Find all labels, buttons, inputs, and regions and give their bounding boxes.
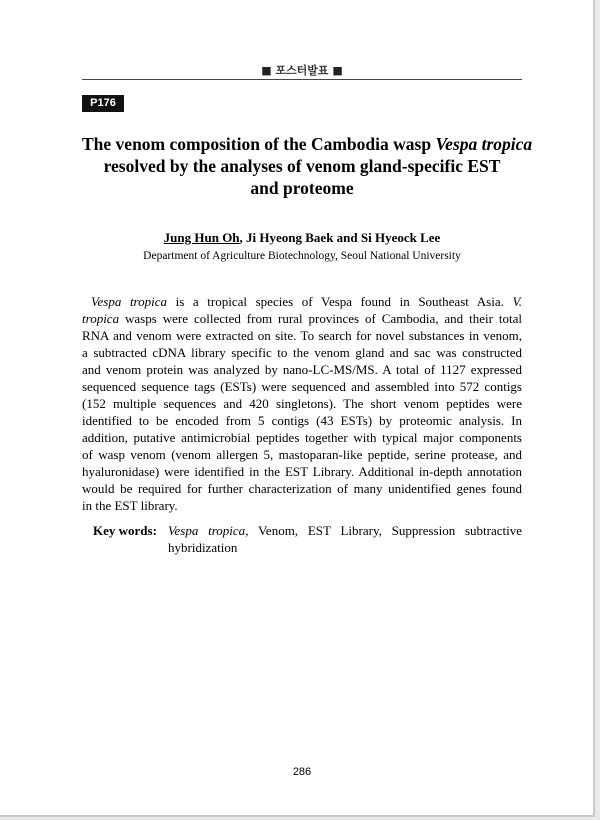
abstract-line: identified to be encoded from 5 contigs (43 ESTs) by proteomic analysis. In — [82, 413, 522, 428]
title-species-name: Vespa tropica — [435, 134, 533, 154]
author-list — [82, 230, 522, 246]
title-line-3: and proteome — [250, 178, 354, 198]
abstract-line: addition, putative antimicrobial peptides together with typical major components — [82, 430, 522, 445]
abstract-body — [82, 293, 522, 514]
section-header: ■ 포스터발표 ■ — [261, 64, 343, 77]
poster-id-badge: P176 — [82, 95, 124, 112]
abstract-line: tropica wasps were collected from rural provinces of Cambodia, and their total — [82, 311, 522, 326]
abstract-line: and venom protein was analyzed by nano-LC-MS/MS. A total of 1127 expressed — [82, 362, 522, 377]
title-line-1 — [82, 133, 533, 155]
species-name: Vespa tropica — [91, 294, 168, 309]
header-divider — [82, 79, 522, 80]
co-authors: , Ji Hyeong Baek and Si Hyeock Lee — [239, 230, 441, 245]
keywords-line: hybridization — [168, 540, 238, 555]
abstract-line: hyaluronidase) were identified in the EST Library. Additional in-depth annotation — [82, 464, 522, 479]
presenting-author: Jung Hun Oh — [163, 230, 240, 245]
abstract-line: sequenced sequence tags (ESTs) were sequenced and assembled into 572 contigs — [82, 379, 522, 394]
paper-title — [82, 133, 533, 199]
species-name: tropica — [82, 311, 120, 326]
abstract-line: RNA and venom were extracted on site. To search for novel substances in venom, — [82, 328, 522, 343]
keywords-list — [168, 522, 522, 556]
page-number: 286 — [292, 766, 312, 778]
abstract-line: of wasp venom (venom allergen 5, mastoparan-like peptide, serine protease, and — [82, 447, 522, 462]
abstract-line: would be required for further characterization of many unidentified genes found — [82, 481, 522, 496]
abstract-line: Vespa tropica is a tropical species of Vespa found in Southeast Asia. V. — [91, 294, 522, 309]
abstract-line: in the EST library. — [82, 498, 178, 513]
keywords-line: Vespa tropica, Venom, EST Library, Suppression subtractive — [168, 523, 523, 538]
species-name: Vespa tropica — [168, 523, 246, 538]
keywords-label: Key words: — [93, 523, 157, 538]
title-line-2: resolved by the analyses of venom gland-specific EST — [103, 156, 501, 176]
affiliation: Department of Agriculture Biotechnology, Seoul National University — [143, 250, 461, 262]
title-text: The venom composition of the Cambodia wasp — [82, 134, 436, 154]
abstract-line: (152 multiple sequences and 420 singletons). The short venom peptides were — [82, 396, 522, 411]
abstract-line: a subtracted cDNA library specific to the venom gland and sac was constructed — [82, 345, 522, 360]
